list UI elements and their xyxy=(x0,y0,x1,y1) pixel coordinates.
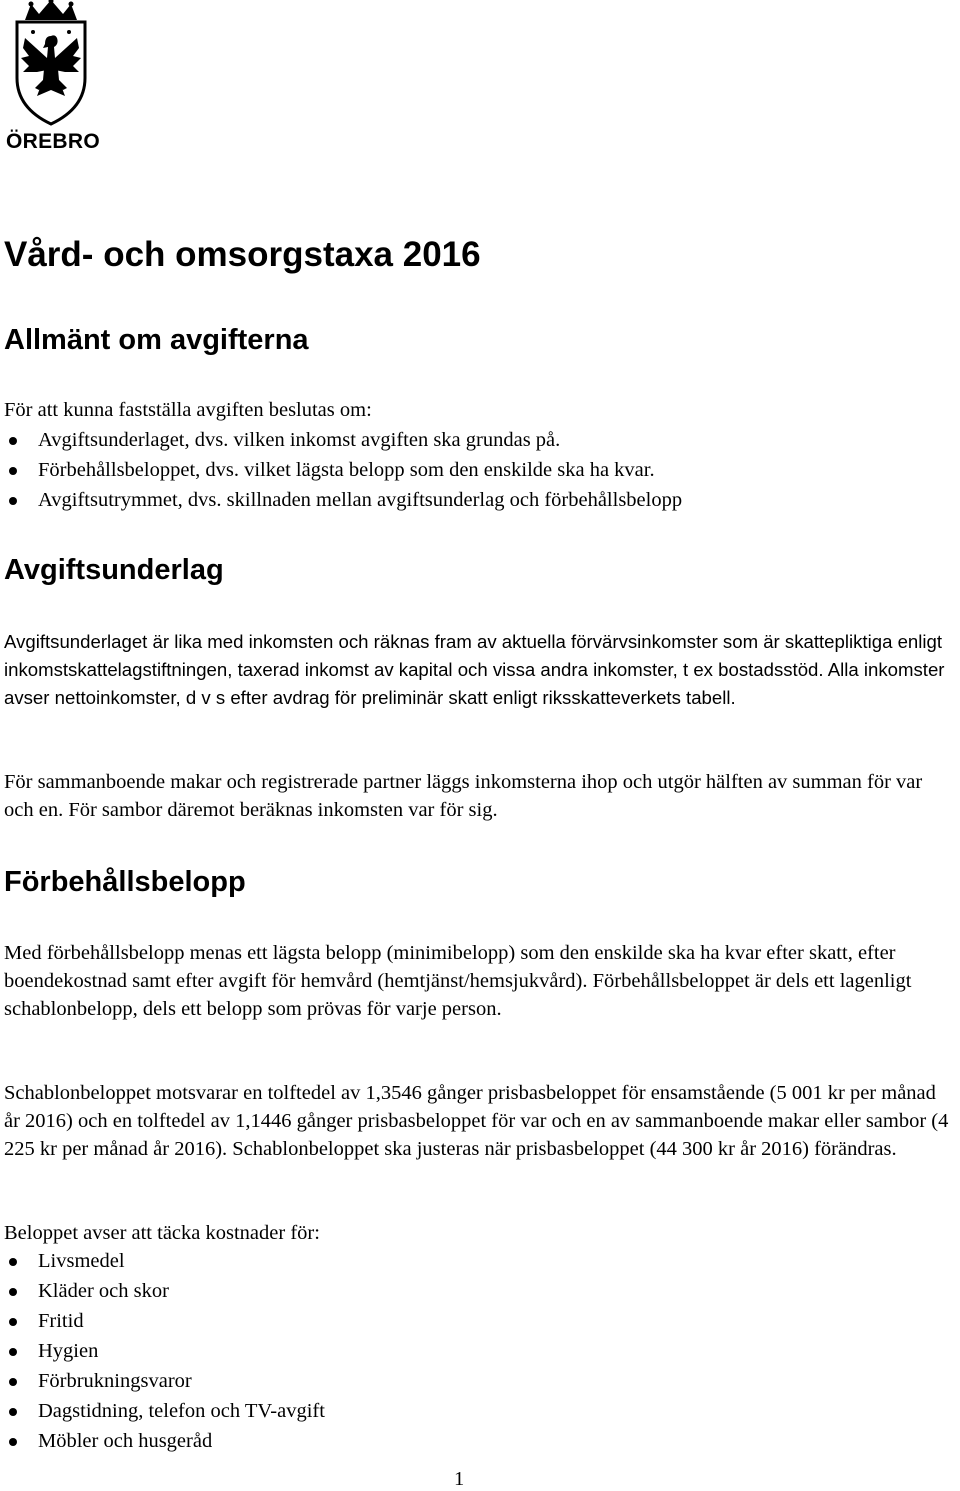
list-item: Möbler och husgeråd xyxy=(0,1426,325,1456)
forbehall-paragraph-1: Med förbehållsbelopp menas ett lägsta belopp (minimibelopp) som den enskilde ska ha kvar efter skatt, efter boendekostnad samt efter avgift för hemvård (hemtjänst/hemsjukvård). Förbehållsbeloppet är dels ett lagenligt schablonbelopp, dels ett belopp som prövas för varje person. xyxy=(4,942,912,1020)
list-item: Fritid xyxy=(0,1306,325,1336)
page-number: 1 xyxy=(454,1468,465,1490)
list-item: Förbrukningsvaror xyxy=(0,1366,325,1396)
list-item: Kläder och skor xyxy=(0,1276,325,1306)
forbehall-paragraph-2: Schablonbeloppet motsvarar en tolftedel av 1,3546 gånger prisbasbeloppet för ensamstående (5 001 kr per månad år 2016) och en tolftedel av 1,1446 gånger prisbasbeloppet för var och en av sammanboende makar eller sambor (4 225 kr per månad år 2016). Schablonbeloppet ska justeras när prisbasbeloppet (44 300 kr år 2016) förändras. xyxy=(4,1082,949,1160)
logo-wordmark: ÖREBRO xyxy=(6,130,100,153)
list-item: Hygien xyxy=(0,1336,325,1366)
heading-forbehallsbelopp: Förbehållsbelopp xyxy=(4,866,246,898)
orebro-logo xyxy=(3,0,99,160)
avgiftsunderlag-paragraph-1: Avgiftsunderlaget är lika med inkomsten och räknas fram av aktuella förvärvsinkomster som är skattepliktiga enligt inkomstskattelagstiftningen, taxerad inkomst av kapital och vissa andra inkomster, t ex bostadsstöd. Alla inkomster avser nettoinkomster, d v s efter avdrag för preliminär skatt enligt riksskatteverkets tabell. xyxy=(4,631,945,708)
avgiftsunderlag-paragraph-2: För sammanboende makar och registrerade partner läggs inkomsterna ihop och utgör hälften av summan för var och en. För sambor däremot beräknas inkomsten var för sig. xyxy=(4,771,923,821)
list-item: Livsmedel xyxy=(0,1246,325,1276)
list-item: Avgiftsunderlaget, dvs. vilken inkomst avgiften ska grundas på. xyxy=(0,425,682,455)
costs-list xyxy=(0,1246,325,1456)
list-item: Förbehållsbeloppet, dvs. vilket lägsta belopp som den enskilde ska ha kvar. xyxy=(0,455,682,485)
heading-avgiftsunderlag: Avgiftsunderlag xyxy=(4,554,224,586)
costs-intro: Beloppet avser att täcka kostnader för: xyxy=(4,1222,320,1244)
general-intro: För att kunna fastställa avgiften beslutas om: xyxy=(4,399,372,421)
page-title: Vård- och omsorgstaxa 2016 xyxy=(4,235,481,274)
heading-general: Allmänt om avgifterna xyxy=(4,324,309,356)
general-list xyxy=(0,425,682,515)
list-item: Avgiftsutrymmet, dvs. skillnaden mellan avgiftsunderlag och förbehållsbelopp xyxy=(0,485,682,515)
eagle-coat-of-arms-icon xyxy=(3,0,99,128)
list-item: Dagstidning, telefon och TV-avgift xyxy=(0,1396,325,1426)
